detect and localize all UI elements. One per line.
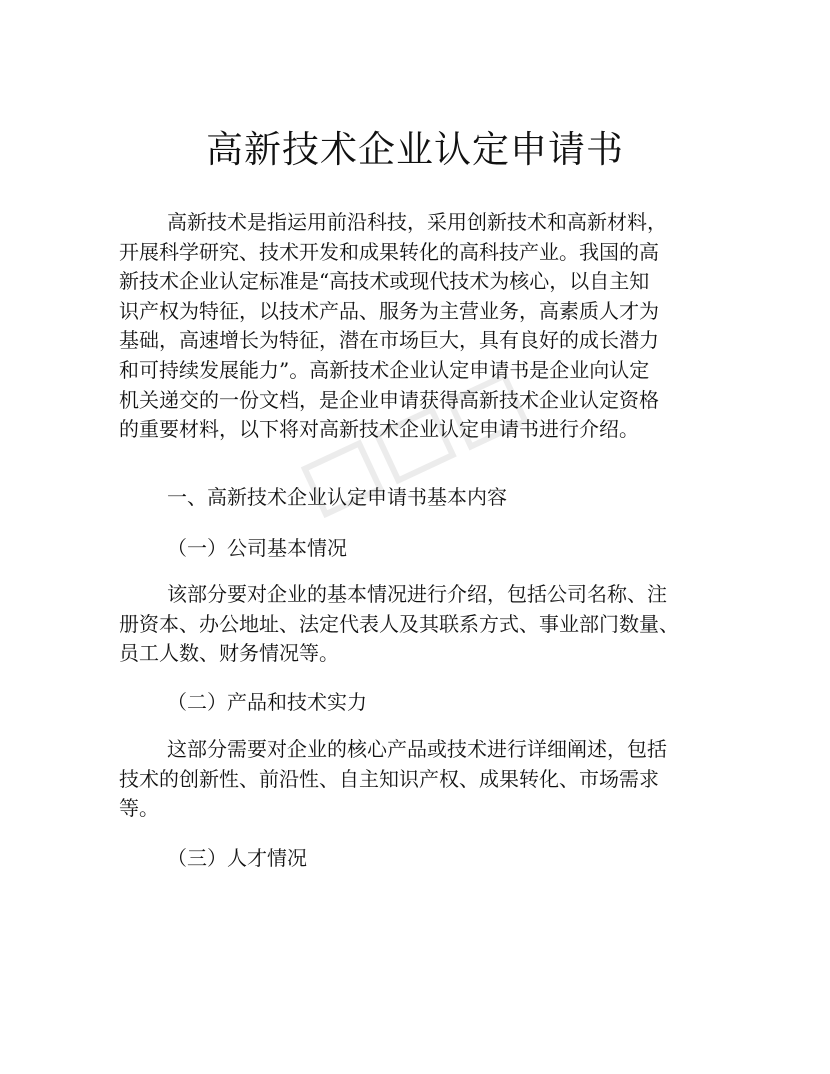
document-title: 高新技术企业认定申请书 [206,128,624,171]
product-tech-paragraph [119,735,715,824]
paragraph-line: 等。 [119,796,159,821]
subsection-heading-product-tech: （二）产品和技术实力 [167,690,367,714]
section-heading-basic-content: 一、高新技术企业认定申请书基本内容 [167,485,507,509]
intro-line: 新技术企业认定标准是“高技术或现代技术为核心，以自主知 [119,269,650,294]
intro-line: 开展科学研究、技术开发和成果转化的高科技产业。我国的高 [119,239,659,264]
company-info-paragraph [119,580,715,669]
intro-line: 的重要材料，以下将对高新技术企业认定申请书进行介绍。 [119,417,639,442]
intro-paragraph [119,208,715,445]
paragraph-line: 该部分要对企业的基本情况进行介绍，包括公司名称、注 [167,582,667,606]
intro-line: 和可持续发展能力”。高新技术企业认定申请书是企业向认定 [119,357,650,382]
paragraph-line: 技术的创新性、前沿性、自主知识产权、成果转化、市场需求 [119,766,659,791]
paragraph-line: 册资本、办公地址、法定代表人及其联系方式、事业部门数量、 [119,611,679,636]
intro-line: 机关递交的一份文档，是企业申请获得高新技术企业认定资格 [119,387,659,412]
intro-line: 基础，高速增长为特征，潜在市场巨大，具有良好的成长潜力 [119,328,659,353]
subsection-heading-company-info: （一）公司基本情况 [167,536,347,560]
paragraph-line: 这部分需要对企业的核心产品或技术进行详细阐述，包括 [167,737,667,761]
subsection-heading-talent: （三）人才情况 [167,846,307,870]
intro-line: 识产权为特征，以技术产品、服务为主营业务，高素质人才为 [119,298,659,323]
intro-line: 高新技术是指运用前沿科技，采用创新技术和高新材料， [167,210,667,234]
paragraph-line: 员工人数、财务情况等。 [119,641,339,666]
